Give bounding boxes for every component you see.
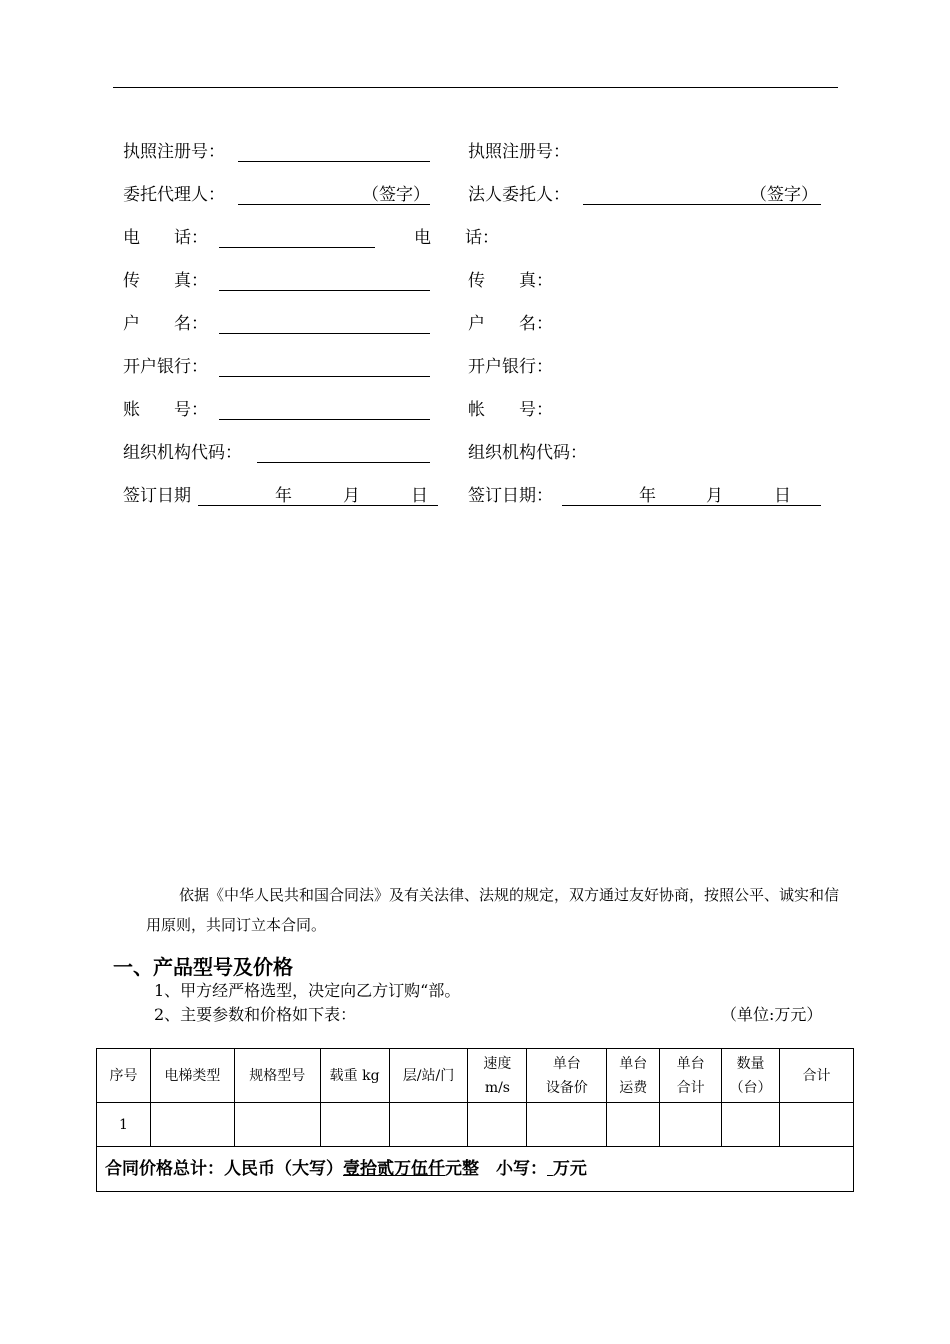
header-cell: 单台 设备价 [527,1049,607,1103]
section1-item2: 2、主要参数和价格如下表： [154,1005,357,1024]
party-b-fax-label: 传 真： [468,271,553,291]
table-cell[interactable] [722,1103,780,1147]
party-a-month: 月 [343,486,360,506]
party-b-agent-label: 法人委托人： [468,185,570,205]
header-cell: 数量 （台） [722,1049,780,1103]
small-unit: 万元 [552,1159,587,1179]
party-b-bank-label: 开户银行： [468,357,553,377]
party-b-sign-date-label: 签订日期： [468,486,553,506]
header-cell: 单台 运费 [607,1049,660,1103]
party-b-phone-label: 电 话： [414,228,499,248]
table-cell[interactable] [468,1103,527,1147]
party-a-bank-label: 开户银行： [123,357,208,377]
party-a-year: 年 [275,486,292,506]
party-a-account-no-label: 账 号： [123,400,208,420]
party-b-day: 日 [774,486,791,506]
party-a-license-label: 执照注册号： [123,142,225,162]
small-label: 小写： [496,1159,547,1179]
header-rule [113,87,838,88]
party-a-sign-date-label: 签订日期 [123,486,191,506]
header-cell: 单台 合计 [660,1049,722,1103]
party-a-agent-label: 委托代理人： [123,185,225,205]
table-cell: 1 [97,1103,151,1147]
party-b-sign-note: （签字） [750,185,818,205]
party-a-account-name-label: 户 名： [123,314,208,334]
section1-item1: 1、甲方经严格选型，决定向乙方订购“部。 [154,981,461,1000]
party-b-org-code-label: 组织机构代码： [468,443,587,463]
total-amount-words: 壹拾贰万伍仟 [343,1159,445,1179]
party-b-license-label: 执照注册号： [468,142,570,162]
party-b-month: 月 [706,486,723,506]
table-cell[interactable] [234,1103,320,1147]
section1-title: 一、产品型号及价格 [113,955,293,979]
header-cell: 层/站/门 [389,1049,468,1103]
table-row [97,1103,854,1147]
intro-paragraph [146,880,846,940]
party-a-phone-label: 电 话： [123,228,208,248]
party-a-sign-note: （签字） [362,185,430,205]
table-cell[interactable] [389,1103,468,1147]
table-cell[interactable] [607,1103,660,1147]
header-cell: 速度 m/s [468,1049,527,1103]
party-b-account-no-label: 帐 号： [468,400,553,420]
header-cell: 电梯类型 [150,1049,234,1103]
table-cell[interactable] [150,1103,234,1147]
header-cell: 规格型号 [234,1049,320,1103]
section1-unit: （单位:万元） [721,1005,823,1024]
table-cell[interactable] [320,1103,389,1147]
header-cell: 载重 kg [320,1049,389,1103]
party-a-day: 日 [411,486,428,506]
party-a-account-no-line[interactable] [219,419,430,420]
party-a-org-code-label: 组织机构代码： [123,443,242,463]
total-cell [97,1147,854,1192]
party-b-year: 年 [639,486,656,506]
total-label: 合同价格总计：人民币（大写） [105,1159,343,1179]
table-cell[interactable] [780,1103,854,1147]
party-a-bank-line[interactable] [219,376,430,377]
price-table [96,1048,854,1192]
intro-text: 依据《中华人民共和国合同法》及有关法律、法规的规定，双方通过友好协商，按照公平、诚实和信用原则，共同订立本合同。 [146,886,840,934]
party-a-phone-line[interactable] [219,247,375,248]
party-a-account-name-line[interactable] [219,333,430,334]
party-a-license-line[interactable] [238,161,430,162]
table-cell[interactable] [527,1103,607,1147]
party-b-account-name-label: 户 名： [468,314,553,334]
header-cell: 合计 [780,1049,854,1103]
party-a-org-code-line[interactable] [257,462,430,463]
header-cell: 序号 [97,1049,151,1103]
party-a-fax-line[interactable] [219,290,430,291]
total-suffix: 元整 [445,1159,479,1179]
table-cell[interactable] [660,1103,722,1147]
party-a-fax-label: 传 真： [123,271,208,291]
table-header-row [97,1049,854,1103]
party-a-sign-date-line[interactable] [198,505,438,506]
table-total-row [97,1147,854,1192]
